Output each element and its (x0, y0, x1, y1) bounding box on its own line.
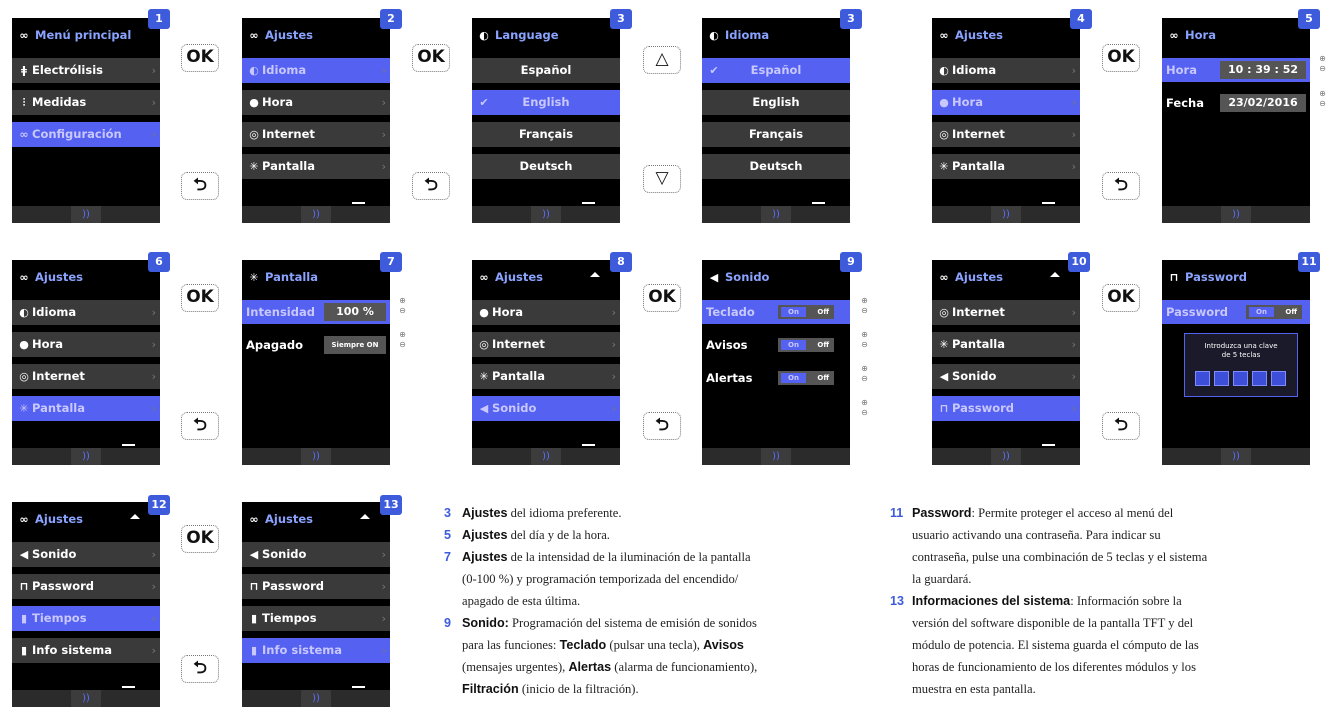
language-icon: ◐ (939, 64, 949, 77)
scroll-down-indicator (352, 686, 365, 688)
settings-icon: ∞ (19, 271, 29, 284)
intensidad-label: Intensidad (246, 305, 315, 319)
step-badge: 13 (380, 495, 402, 515)
menu-item-sonido[interactable]: ◀ Sonido › (12, 542, 160, 567)
language-icon: ◐ (709, 29, 719, 42)
lock-icon: ⊓ (939, 402, 949, 415)
screen-footer (12, 448, 160, 465)
back-button[interactable]: ⮌ (643, 412, 681, 440)
settings-icon: ∞ (1169, 29, 1179, 42)
language-option-francais[interactable]: Français (472, 122, 620, 147)
info-icon: ▮ (250, 612, 258, 625)
menu-item-pantalla[interactable]: ✳ Pantalla › (932, 332, 1080, 357)
minus-icon[interactable]: ⊖ (1319, 64, 1326, 73)
language-option-english[interactable]: ✔ English (472, 90, 620, 115)
description-9: 9 Sonido: Programación del sistema de emisión de sonidos para las funciones: Teclado (pulsar una tecla), Avisos (mensajes urgentes), Alertas (alarma de funcionamiento), Filtración (inicio de la filtración). (444, 616, 758, 696)
screen-footer (242, 690, 390, 707)
step-badge: 12 (148, 495, 170, 515)
back-button[interactable]: ⮌ (1102, 412, 1140, 440)
globe-icon: ◎ (19, 370, 29, 383)
description-5: 5 Ajustes del día y de la hora. (444, 528, 610, 542)
plus-icon[interactable]: ⊕ (399, 296, 406, 305)
clock-icon: ● (19, 338, 29, 351)
menu-item-sonido[interactable]: ◀ Sonido › (242, 542, 390, 567)
step-badge: 3 (610, 9, 632, 29)
plus-icon[interactable]: ⊕ (861, 364, 868, 373)
plus-icon[interactable]: ⊕ (861, 398, 868, 407)
step-badge: 8 (610, 252, 632, 272)
step-badge: 10 (1068, 252, 1090, 272)
minus-icon[interactable]: ⊖ (1319, 99, 1326, 108)
wifi-icon: )) (1221, 206, 1251, 223)
menu-item-tiempos[interactable]: ▮ Tiempos › (242, 606, 390, 631)
menu-item-internet[interactable]: ◎ Internet › (472, 332, 620, 357)
menu-item-internet[interactable]: ◎ Internet › (932, 122, 1080, 147)
screen-title: ∞ Ajustes (12, 502, 160, 536)
chevron-right-icon: › (151, 64, 156, 77)
ok-button[interactable]: OK (1102, 44, 1140, 72)
screen-menu-principal (12, 18, 160, 223)
ok-button[interactable]: OK (181, 44, 219, 72)
scroll-down-indicator (812, 202, 825, 204)
key-slot[interactable] (1214, 371, 1229, 386)
chevron-right-icon: › (1071, 370, 1076, 383)
description-11: 11 Password: Permite proteger el acceso al menú del usuario activando una contraseña. Para indicar su contraseña, pulse una combinación de 5 teclas y el sistema la guardará. (890, 506, 1208, 586)
screen-footer (12, 690, 160, 707)
chevron-right-icon: › (1071, 128, 1076, 141)
screen-hora (1162, 18, 1310, 223)
language-icon: ◐ (249, 64, 259, 77)
chevron-right-icon: › (151, 612, 156, 625)
chevron-right-icon: › (151, 548, 156, 561)
alertas-label: Alertas (706, 371, 753, 385)
minus-icon[interactable]: ⊖ (399, 340, 406, 349)
menu-item-hora[interactable]: ● Hora › (12, 332, 160, 357)
screen-title: ∞ Hora (1162, 18, 1310, 52)
screen-ajustes-password (932, 260, 1080, 465)
key-slot[interactable] (1233, 371, 1248, 386)
back-button[interactable]: ⮌ (1102, 172, 1140, 200)
globe-icon: ◎ (479, 338, 489, 351)
screen-title: ◀ Sonido (702, 260, 850, 294)
password-prompt: Introduzca una clave (1204, 342, 1278, 350)
menu-item-hora[interactable]: ● Hora › (242, 90, 390, 115)
language-option-deutsch[interactable]: Deutsch (472, 154, 620, 179)
wifi-icon: )) (71, 206, 101, 223)
wifi-icon: )) (761, 206, 791, 223)
screen-footer (242, 448, 390, 465)
menu-item-idioma[interactable]: ◐ Idioma › (932, 58, 1080, 83)
password-prompt: de 5 teclas (1221, 351, 1261, 359)
speaker-icon: ◀ (939, 370, 949, 383)
alertas-toggle[interactable]: On Off (778, 371, 834, 385)
ok-button[interactable]: OK (181, 284, 219, 312)
menu-item-tiempos[interactable]: ▮ Tiempos › (12, 606, 160, 631)
menu-item-medidas[interactable]: ⫶ Medidas › (12, 90, 160, 115)
down-button[interactable]: ▽ (643, 165, 681, 193)
password-label: Password (1166, 305, 1228, 319)
menu-item-internet[interactable]: ◎ Internet › (932, 300, 1080, 325)
plus-icon[interactable]: ⊕ (1319, 89, 1326, 98)
screen-footer (472, 206, 620, 223)
wifi-icon: )) (991, 206, 1021, 223)
screen-footer (702, 448, 850, 465)
back-button[interactable]: ⮌ (181, 655, 219, 683)
speaker-icon: ◀ (479, 402, 489, 415)
globe-icon: ◎ (939, 306, 949, 319)
globe-icon: ◎ (939, 128, 949, 141)
wifi-icon: )) (991, 448, 1021, 465)
chevron-right-icon: › (381, 612, 386, 625)
description-13: 13 Informaciones del sistema: Información sobre la versión del software disponible de la pantalla TFT y del módulo de potencia. El sistema guarda el cómputo de las horas de funcionamiento de los diferentes módulos y los muestra en esta pantalla. (890, 594, 1199, 696)
screen-title: ∞ Ajustes (932, 260, 1080, 294)
scroll-down-indicator (582, 444, 595, 446)
menu-item-password[interactable]: ⊓ Password › (932, 396, 1080, 421)
minus-icon[interactable]: ⊖ (861, 340, 868, 349)
menu-item-password[interactable]: ⊓ Password › (242, 574, 390, 599)
teclado-label: Teclado (706, 305, 755, 319)
menu-item-info-sistema[interactable]: ▮ Info sistema › (242, 638, 390, 663)
step-badge: 6 (148, 252, 170, 272)
info-icon: ▮ (20, 612, 28, 625)
chevron-right-icon: › (151, 370, 156, 383)
step-badge: 3 (840, 9, 862, 29)
idioma-option-espanol[interactable]: ✔ Español (702, 58, 850, 83)
scroll-down-indicator (1042, 202, 1055, 204)
screen-footer (472, 448, 620, 465)
chevron-right-icon: › (1071, 96, 1076, 109)
step-badge: 9 (840, 252, 862, 272)
info-icon: ▮ (250, 644, 258, 657)
chevron-right-icon: › (381, 548, 386, 561)
scroll-down-indicator (122, 686, 135, 688)
step-badge: 2 (380, 9, 402, 29)
brightness-icon: ✳ (939, 160, 949, 173)
plus-icon[interactable]: ⊕ (861, 330, 868, 339)
back-button[interactable]: ⮌ (412, 172, 450, 200)
step-badge: 4 (1070, 9, 1092, 29)
speaker-icon: ◀ (249, 548, 259, 561)
chevron-right-icon: › (1071, 338, 1076, 351)
fecha-value[interactable]: 23/02/2016 (1220, 94, 1306, 112)
chevron-right-icon: › (1071, 402, 1076, 415)
check-icon: ✔ (709, 64, 719, 77)
screen-title: ∞ Ajustes (12, 260, 160, 294)
settings-icon: ∞ (249, 513, 259, 526)
screen-title: ∞ Ajustes (242, 502, 390, 536)
screen-ajustes-tiempos (12, 502, 160, 707)
chevron-right-icon: › (381, 64, 386, 77)
chevron-right-icon: › (151, 338, 156, 351)
language-icon: ◐ (479, 29, 489, 42)
menu-item-idioma[interactable]: ◐ Idioma › (242, 58, 390, 83)
step-badge: 7 (380, 252, 402, 272)
apagado-value[interactable]: Siempre ON (324, 336, 386, 354)
idioma-option-francais[interactable]: Français (702, 122, 850, 147)
scroll-down-indicator (1042, 444, 1055, 446)
screen-footer (932, 206, 1080, 223)
minus-icon[interactable]: ⊖ (861, 306, 868, 315)
settings-icon: ∞ (19, 128, 29, 141)
screen-title: ◐ Language (472, 18, 620, 52)
info-icon: ▮ (20, 644, 28, 657)
plus-icon[interactable]: ⊕ (399, 330, 406, 339)
back-button[interactable]: ⮌ (181, 172, 219, 200)
menu-item-sonido[interactable]: ◀ Sonido › (472, 396, 620, 421)
key-slot[interactable] (1271, 371, 1286, 386)
settings-icon: ∞ (249, 29, 259, 42)
chevron-right-icon: › (611, 338, 616, 351)
hora-label: Hora (1166, 63, 1197, 77)
description-7: 7 Ajustes de la intensidad de la iluminación de la pantalla (0-100 %) y programación temporizada del encendido/ apagado de esta última. (444, 550, 751, 608)
screen-ajustes-pantalla (12, 260, 160, 465)
brightness-icon: ✳ (249, 160, 259, 173)
wifi-icon: )) (531, 448, 561, 465)
screen-footer (1162, 206, 1310, 223)
chevron-right-icon: › (611, 402, 616, 415)
screen-title: ✳ Pantalla (242, 260, 390, 294)
chevron-right-icon: › (151, 580, 156, 593)
scroll-down-indicator (122, 444, 135, 446)
menu-item-pantalla[interactable]: ✳ Pantalla › (12, 396, 160, 421)
chevron-right-icon: › (381, 96, 386, 109)
lock-icon: ⊓ (249, 580, 259, 593)
menu-item-pantalla[interactable]: ✳ Pantalla › (242, 154, 390, 179)
settings-icon: ∞ (479, 271, 489, 284)
chevron-right-icon: › (611, 306, 616, 319)
screen-ajustes (242, 18, 390, 223)
step-badge: 11 (1298, 252, 1320, 272)
screen-ajustes-sonido (472, 260, 620, 465)
wifi-icon: )) (301, 690, 331, 707)
wifi-icon: )) (301, 448, 331, 465)
fecha-label: Fecha (1166, 96, 1204, 110)
menu-item-password[interactable]: ⊓ Password › (12, 574, 160, 599)
wifi-icon: )) (1221, 448, 1251, 465)
intensidad-value[interactable]: 100 % (324, 303, 386, 321)
scroll-up-indicator (130, 514, 140, 519)
chevron-right-icon: › (381, 644, 386, 657)
minus-icon[interactable]: ⊖ (399, 306, 406, 315)
menu-item-idioma[interactable]: ◐ Idioma › (12, 300, 160, 325)
chevron-right-icon: › (1071, 64, 1076, 77)
screen-language (472, 18, 620, 223)
screen-ajustes-hora (932, 18, 1080, 223)
screen-password (1162, 260, 1310, 465)
chevron-right-icon: › (381, 160, 386, 173)
step-badge: 1 (148, 9, 170, 29)
chevron-right-icon: › (151, 128, 156, 141)
step-badge: 5 (1298, 9, 1320, 29)
menu-item-hora[interactable]: ● Hora › (932, 90, 1080, 115)
electrolysis-icon: ǂ (21, 64, 27, 77)
apagado-label: Apagado (246, 338, 304, 352)
ok-button[interactable]: OK (1102, 284, 1140, 312)
screen-footer (12, 206, 160, 223)
chevron-right-icon: › (151, 306, 156, 319)
screen-title: ∞ Ajustes (932, 18, 1080, 52)
up-button[interactable]: △ (643, 46, 681, 74)
ok-button[interactable]: OK (181, 525, 219, 553)
speaker-icon: ◀ (19, 548, 29, 561)
menu-item-internet[interactable]: ◎ Internet › (242, 122, 390, 147)
settings-icon: ∞ (19, 29, 29, 42)
screen-ajustes-info-sistema (242, 502, 390, 707)
screen-footer (932, 448, 1080, 465)
check-icon: ✔ (479, 96, 489, 109)
scroll-up-indicator (590, 272, 600, 277)
clock-icon: ● (939, 96, 949, 109)
lock-icon: ⊓ (19, 580, 29, 593)
chevron-right-icon: › (151, 644, 156, 657)
avisos-label: Avisos (706, 338, 748, 352)
wifi-icon: )) (71, 690, 101, 707)
screen-title: ⊓ Password (1162, 260, 1310, 294)
wifi-icon: )) (301, 206, 331, 223)
screen-pantalla (242, 260, 390, 465)
menu-item-internet[interactable]: ◎ Internet › (12, 364, 160, 389)
settings-icon: ∞ (939, 29, 949, 42)
screen-footer (1162, 448, 1310, 465)
screen-title: ◐ Idioma (702, 18, 850, 52)
screen-title: ∞ Ajustes (472, 260, 620, 294)
menu-item-pantalla[interactable]: ✳ Pantalla › (472, 364, 620, 389)
screen-idioma (702, 18, 850, 223)
lock-icon: ⊓ (1169, 271, 1179, 284)
key-slot[interactable] (1252, 371, 1267, 386)
plus-icon[interactable]: ⊕ (861, 296, 868, 305)
scroll-up-indicator (360, 514, 370, 519)
ok-button[interactable]: OK (643, 284, 681, 312)
scroll-up-indicator (1050, 272, 1060, 277)
chevron-right-icon: › (1071, 160, 1076, 173)
chevron-right-icon: › (1071, 306, 1076, 319)
language-icon: ◐ (19, 306, 29, 319)
chevron-right-icon: › (151, 96, 156, 109)
screen-footer (242, 206, 390, 223)
minus-icon[interactable]: ⊖ (861, 408, 868, 417)
globe-icon: ◎ (249, 128, 259, 141)
key-slot[interactable] (1195, 371, 1210, 386)
back-button[interactable]: ⮌ (181, 412, 219, 440)
chevron-right-icon: › (611, 370, 616, 383)
password-keys (1195, 371, 1290, 386)
description-3: 3 Ajustes del idioma preferente. (444, 506, 622, 520)
idioma-option-deutsch[interactable]: Deutsch (702, 154, 850, 179)
teclado-toggle[interactable]: On Off (778, 305, 834, 319)
chevron-right-icon: › (381, 580, 386, 593)
screen-sonido (702, 260, 850, 465)
idioma-option-english[interactable]: English (702, 90, 850, 115)
password-toggle[interactable]: On Off (1246, 305, 1302, 319)
ok-button[interactable]: OK (412, 44, 450, 72)
menu-item-electrolisis[interactable]: ǂ Electrólisis › (12, 58, 160, 83)
menu-item-info-sistema[interactable]: ▮ Info sistema › (12, 638, 160, 663)
brightness-icon: ✳ (249, 271, 259, 284)
wifi-icon: )) (761, 448, 791, 465)
screen-title: ∞ Ajustes (242, 18, 390, 52)
hora-value[interactable]: 10 : 39 : 52 (1220, 61, 1306, 79)
brightness-icon: ✳ (939, 338, 949, 351)
screen-title: ∞ Menú principal (12, 18, 160, 52)
chevron-right-icon: › (381, 128, 386, 141)
clock-icon: ● (479, 306, 489, 319)
menu-item-hora[interactable]: ● Hora › (472, 300, 620, 325)
wifi-icon: )) (531, 206, 561, 223)
scroll-down-indicator (352, 202, 365, 204)
menu-item-sonido[interactable]: ◀ Sonido › (932, 364, 1080, 389)
language-option-espanol[interactable]: Español (472, 58, 620, 83)
brightness-icon: ✳ (19, 402, 29, 415)
menu-item-pantalla[interactable]: ✳ Pantalla › (932, 154, 1080, 179)
settings-icon: ∞ (939, 271, 949, 284)
chevron-right-icon: › (151, 402, 156, 415)
clock-icon: ● (249, 96, 259, 109)
settings-icon: ∞ (19, 513, 29, 526)
speaker-icon: ◀ (709, 271, 719, 284)
menu-item-configuracion[interactable]: ∞ Configuración › (12, 122, 160, 147)
measures-icon: ⫶ (22, 96, 26, 109)
brightness-icon: ✳ (479, 370, 489, 383)
screen-footer (702, 206, 850, 223)
scroll-down-indicator (582, 202, 595, 204)
avisos-toggle[interactable]: On Off (778, 338, 834, 352)
minus-icon[interactable]: ⊖ (861, 374, 868, 383)
wifi-icon: )) (71, 448, 101, 465)
password-entry-box (1184, 333, 1298, 397)
plus-icon[interactable]: ⊕ (1319, 54, 1326, 63)
